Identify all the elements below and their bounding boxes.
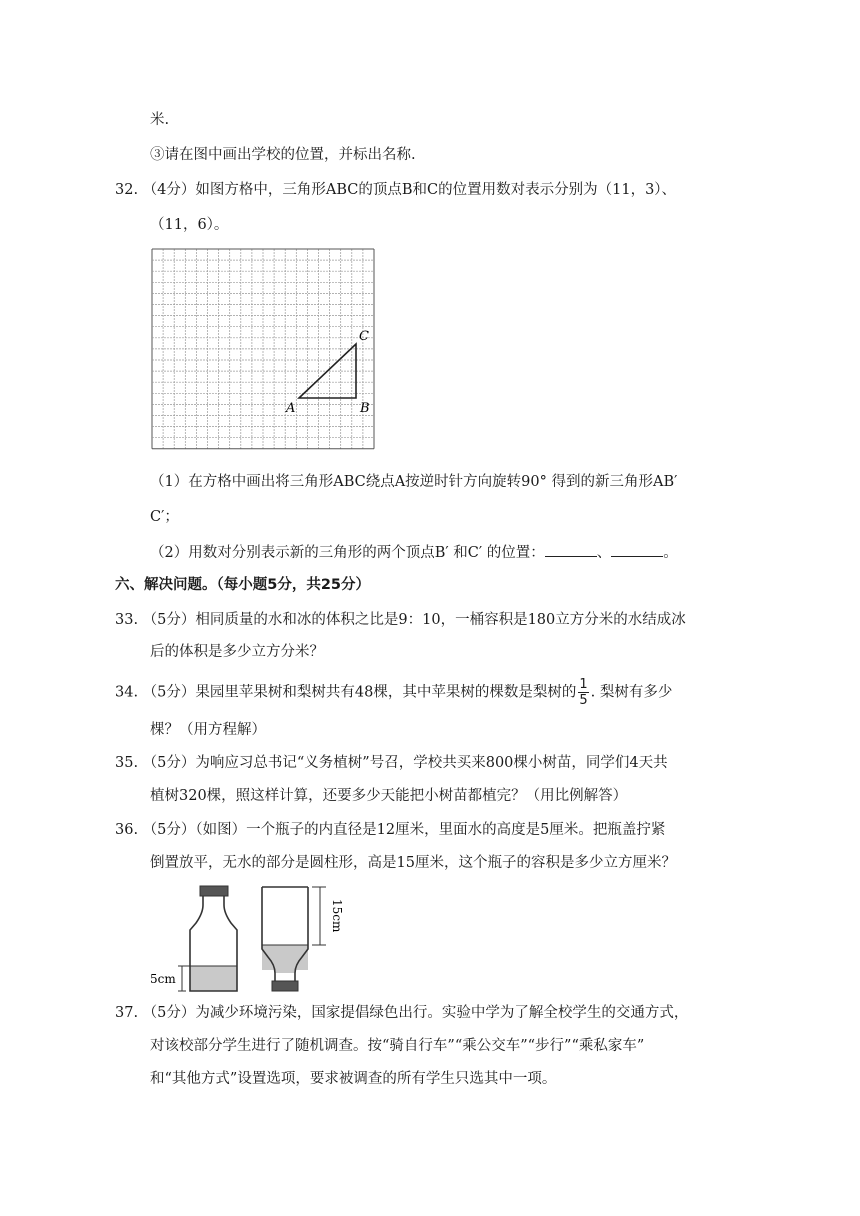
label-a: A [286, 401, 296, 416]
question-32-part1-line1: （1）在方格中画出将三角形ABC绕点A按逆时针方向旋转90° 得到的新三角形AB′ [150, 474, 678, 490]
section-6-heading: 六、解决问题。（每小题5分，共25分） [115, 577, 371, 593]
question-32-line1: 32. （4分）如图方格中，三角形ABC的顶点B和C的位置用数对表示分别为（11，3）、 [115, 182, 677, 198]
grid-lines [152, 249, 374, 449]
question-37-line2: 对该校部分学生进行了随机调查。按“骑自行车”“乘公交车”“步行”“乘私家车” [150, 1038, 645, 1054]
question-32-line2: （11，6）。 [150, 217, 229, 233]
question-34-text-end: . 梨树有多少 [590, 684, 673, 701]
question-33-line1: 33. （5分）相同质量的水和冰的体积之比是9：10，一桶容积是180立方分米的水结成冰 [115, 612, 686, 628]
question-34-line2: 棵？（用方程解） [150, 722, 266, 738]
question-37-line1: 37. （5分）为减少环境污染，国家提倡绿色出行。实验中学为了解全校学生的交通方式， [115, 1005, 689, 1021]
fraction-numerator: 1 [579, 677, 588, 692]
question-33-line2: 后的体积是多少立方分米？ [150, 644, 324, 660]
upright-bottle-water [190, 966, 237, 991]
grid-figure [150, 247, 376, 457]
question-32-part2-text: （2）用数对分别表示新的三角形的两个顶点B′ 和C′ 的位置： [150, 545, 545, 561]
label-c: C [359, 329, 369, 344]
question-35-line2: 植树320棵，照这样计算，还要多少天能把小树苗都植完？（用比例解答） [150, 788, 628, 804]
instruction-3: ③请在图中画出学校的位置，并标出名称. [150, 147, 416, 163]
bottle-figure [150, 883, 344, 995]
answer-blank-b-prime[interactable] [545, 542, 597, 557]
upright-bottle-cap [200, 886, 228, 896]
upright-bottle [150, 886, 237, 991]
question-35-line1: 35. （5分）为响应习总书记“义务植树”号召，学校共买来800棵小树苗，同学们4天共 [115, 755, 668, 771]
question-36-line1: 36. （5分）（如图）一个瓶子的内直径是12厘米，里面水的高度是5厘米。把瓶盖拧紧 [115, 822, 666, 838]
fraction-one-fifth [578, 677, 588, 708]
label-5cm: 5cm [150, 972, 176, 986]
fraction-denominator: 5 [579, 693, 588, 708]
answer-blank-c-prime[interactable] [611, 542, 663, 557]
label-15cm: 15cm [330, 899, 344, 933]
blank-separator: 、 [596, 545, 612, 561]
inverted-bottle [262, 887, 344, 991]
continuation-text: 米. [150, 112, 170, 128]
blank-end: 。 [663, 545, 678, 561]
question-32-part1-line2: C′； [150, 509, 179, 525]
question-36-line2: 倒置放平，无水的部分是圆柱形，高是15厘米，这个瓶子的容积是多少立方厘米？ [150, 855, 676, 871]
question-32-part2 [150, 542, 678, 563]
question-34-line1 [115, 677, 672, 708]
inverted-bottle-cap [272, 981, 298, 991]
label-b: B [360, 401, 370, 416]
question-34-text: 34. （5分）果园里苹果树和梨树共有48棵，其中苹果树的棵数是梨树的 [115, 684, 577, 701]
question-37-line3: 和“其他方式”设置选项，要求被调查的所有学生只选其中一项。 [150, 1071, 557, 1087]
